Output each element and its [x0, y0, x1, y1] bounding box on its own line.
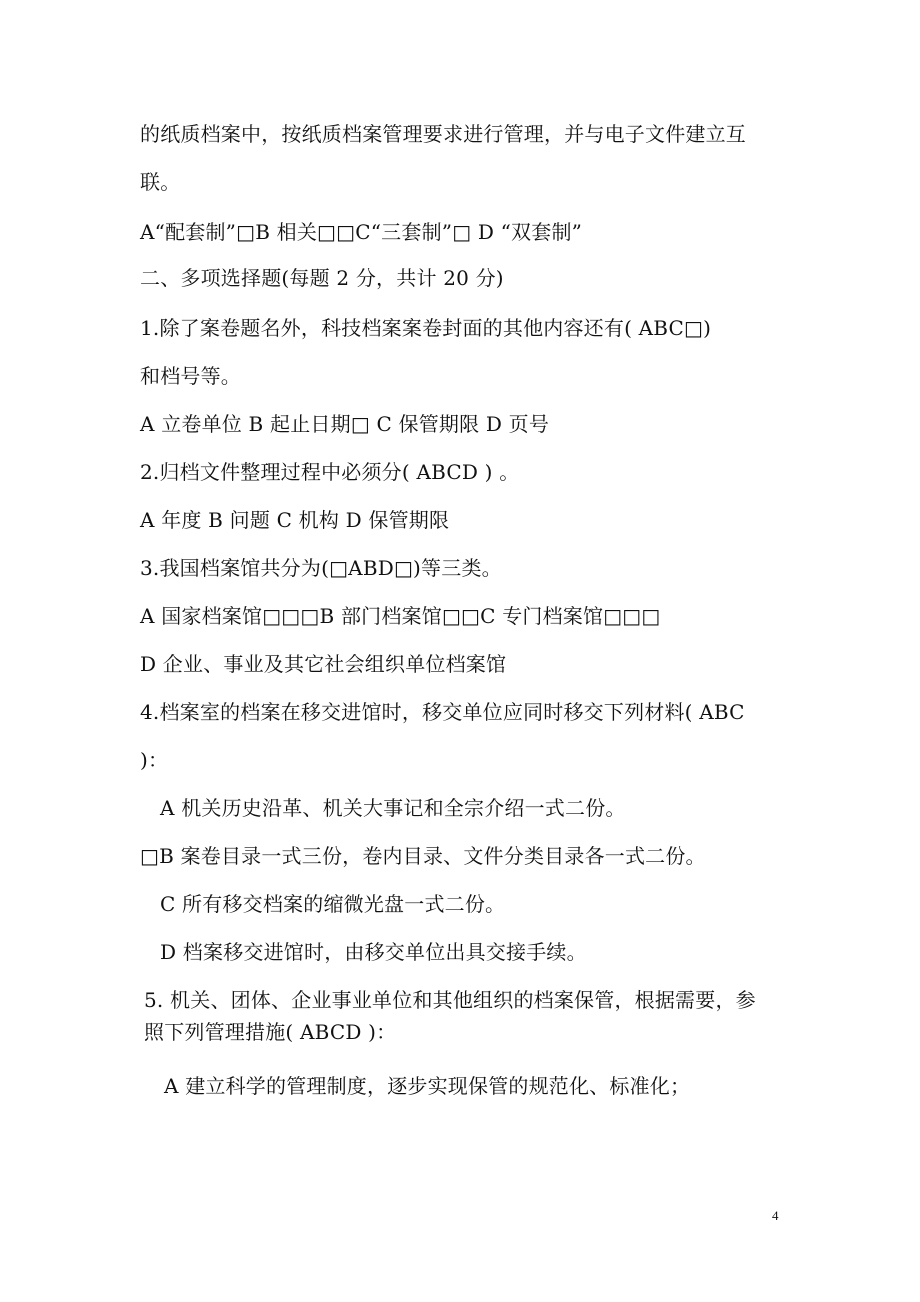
text-line-1: 的纸质档案中，按纸质档案管理要求进行管理，并与电子文件建立互	[140, 122, 746, 146]
question-2: 2.归档文件整理过程中必须分( ABCD ) 。	[140, 460, 520, 484]
option-line-a-b-c-d: A“配套制”□B 相关□□C“三套制”□ D “双套制”	[140, 220, 583, 244]
question-4-option-c: C 所有移交档案的缩微光盘一式二份。	[160, 892, 506, 916]
question-1: 1.除了案卷题名外，科技档案案卷封面的其他内容还有( ABC□)	[140, 316, 712, 340]
question-2-options: A 年度 B 问题 C 机构 D 保管期限	[140, 508, 450, 532]
question-4-option-d: D 档案移交进馆时，由移交单位出具交接手续。	[160, 940, 587, 964]
question-4-option-a: A 机关历史沿革、机关大事记和全宗介绍一式二份。	[160, 796, 626, 820]
question-5-option-a: A 建立科学的管理制度，逐步实现保管的规范化、标准化；	[164, 1074, 691, 1098]
question-1-options: A 立卷单位 B 起止日期□ C 保管期限 D 页号	[140, 412, 550, 436]
text-line-2: 联。	[140, 170, 181, 194]
question-4: 4.档案室的档案在移交进馆时，移交单位应同时移交下列材料( ABC	[140, 700, 745, 724]
question-3-option-d: D 企业、事业及其它社会组织单位档案馆	[140, 652, 507, 676]
question-3: 3.我国档案馆共分为(□ABD□)等三类。	[140, 556, 502, 580]
question-4-option-b: □B 案卷目录一式三份，卷内目录、文件分类目录各一式二份。	[140, 844, 706, 868]
page-number: 4	[772, 1208, 779, 1223]
question-3-options: A 国家档案馆□□□B 部门档案馆□□C 专门档案馆□□□	[140, 604, 661, 628]
question-4-continued: )：	[140, 748, 169, 772]
question-5: 5. 机关、团体、企业事业单位和其他组织的档案保管，根据需要，参	[144, 988, 756, 1012]
question-5-continued: 照下列管理措施( ABCD )：	[144, 1020, 397, 1044]
question-1-continued: 和档号等。	[140, 364, 241, 388]
section-heading: 二、多项选择题(每题 2 分，共计 20 分)	[140, 266, 504, 290]
